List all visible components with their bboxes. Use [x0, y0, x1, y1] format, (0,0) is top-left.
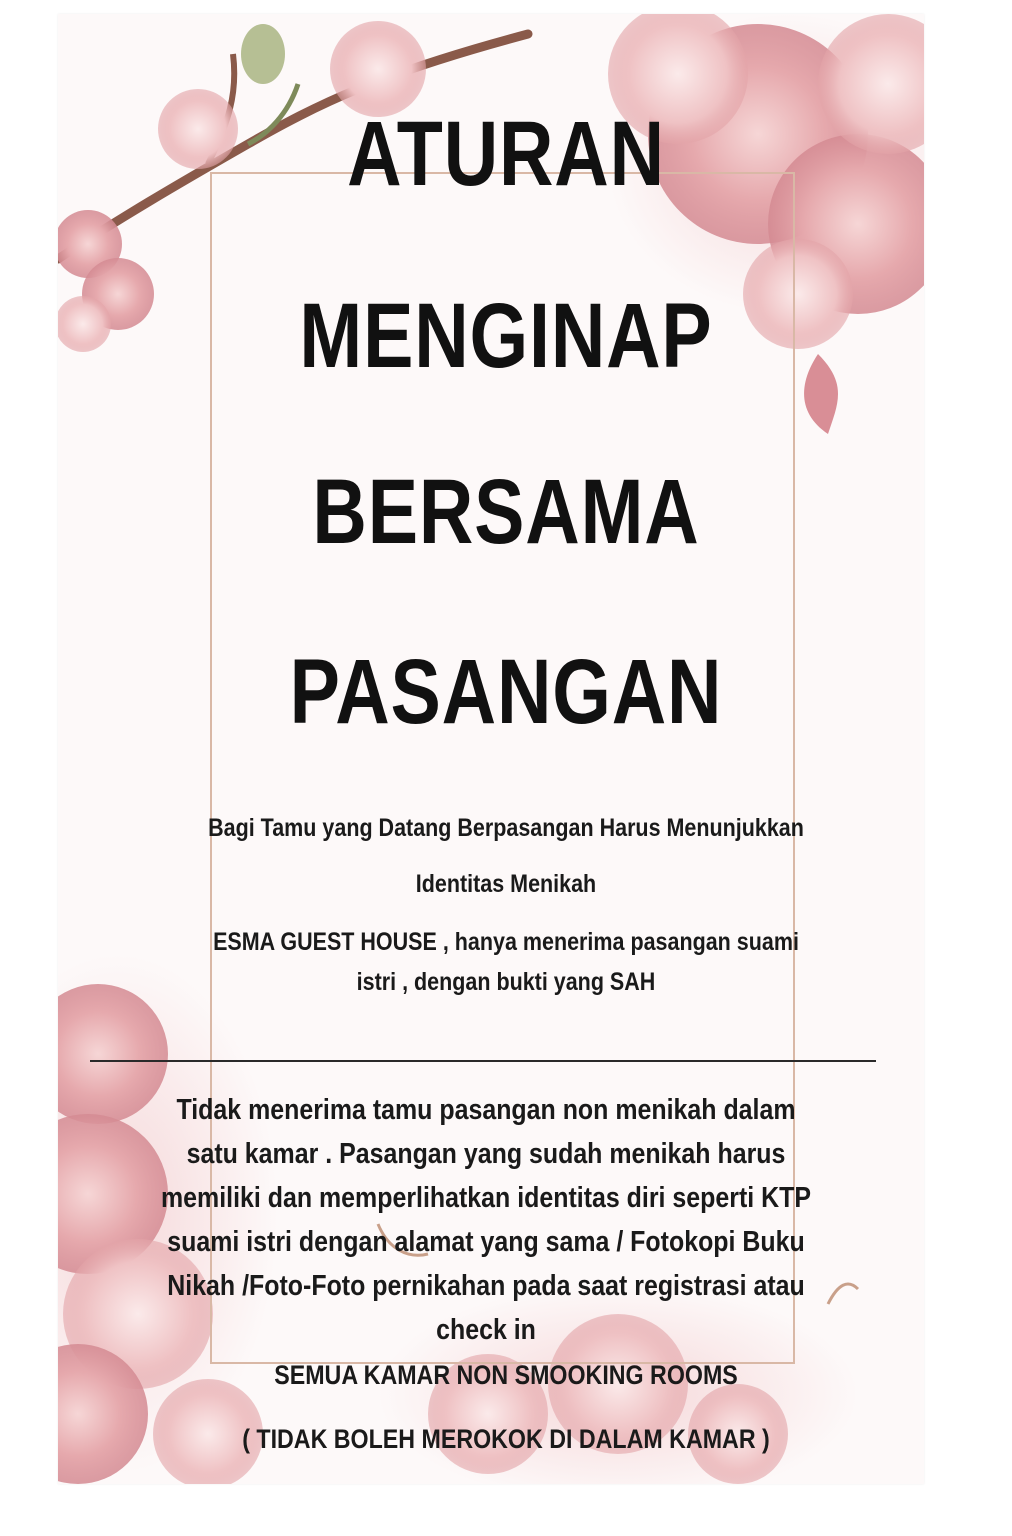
- rule-line: satu kamar . Pasangan yang sudah menikah harus: [186, 1138, 786, 1170]
- rule-line: check in: [436, 1314, 536, 1346]
- guesthouse-line-2: istri , dengan bukti yang SAH: [356, 968, 656, 996]
- title-line-3: BERSAMA: [312, 461, 700, 563]
- rules-paragraph: [151, 1088, 822, 1352]
- rule-line: Tidak menerima tamu pasangan non menikah dalam: [176, 1094, 796, 1126]
- title-line-2: MENGINAP: [299, 285, 713, 387]
- rule-line: suami istri dengan alamat yang sama / Fotokopi Buku: [167, 1226, 805, 1258]
- rule-line: Nikah /Foto-Foto pernikahan pada saat registrasi atau: [167, 1270, 805, 1302]
- no-smoking-subnotice: ( TIDAK BOLEH MEROKOK DI DALAM KAMAR ): [242, 1424, 770, 1454]
- intro-line-1: Bagi Tamu yang Datang Berpasangan Harus Menunjukkan: [208, 814, 804, 842]
- intro-line-2: Identitas Menikah: [415, 870, 597, 898]
- rule-line: memiliki dan memperlihatkan identitas diri seperti KTP: [160, 1182, 811, 1214]
- title-line-1: ATURAN: [347, 103, 665, 205]
- no-smoking-notice: SEMUA KAMAR NON SMOOKING ROOMS: [274, 1360, 738, 1390]
- section-divider: [90, 1060, 876, 1062]
- title-line-4: PASANGAN: [289, 641, 723, 743]
- guesthouse-line-1: ESMA GUEST HOUSE , hanya menerima pasangan suami: [213, 928, 799, 956]
